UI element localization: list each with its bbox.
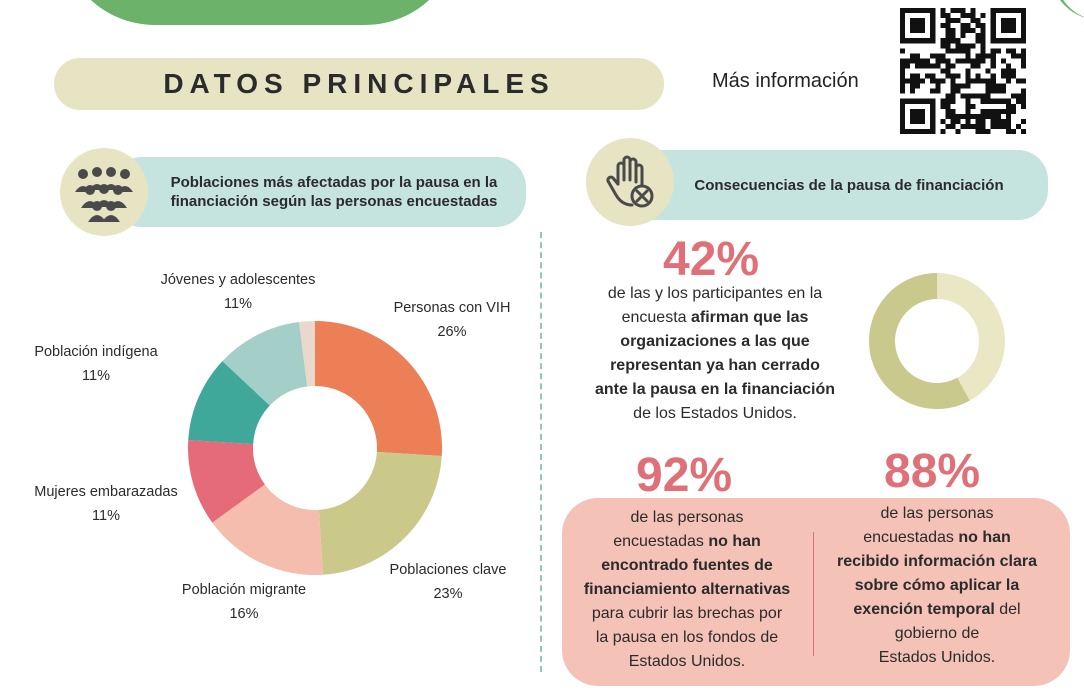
section-heading-populations bbox=[112, 157, 526, 227]
hand-x-icon bbox=[586, 138, 674, 226]
donut-slice-label: Población indígena bbox=[34, 344, 158, 360]
donut-slice-value: 11% bbox=[92, 508, 120, 524]
donut-slice-label: Mujeres embarazadas bbox=[34, 484, 178, 500]
stat-42-line bbox=[570, 378, 860, 402]
stat-42-line: de las y los participantes en la bbox=[607, 285, 823, 302]
stat-92-line: Estados Unidos. bbox=[628, 653, 746, 670]
stat-42-line-bold: representan ya han cerrado bbox=[610, 357, 820, 374]
stat-42-line-bold: afirman que las bbox=[691, 309, 809, 326]
donut-slice-value: 16% bbox=[229, 606, 259, 622]
stat-88-line: Estados Unidos. bbox=[878, 649, 996, 666]
people-group-icon bbox=[60, 148, 148, 236]
section-heading-consequences bbox=[620, 150, 1048, 220]
stat-42-line-bold: organizaciones a las que bbox=[620, 333, 810, 350]
title-banner bbox=[54, 58, 664, 110]
stat-88-line-bold: recibido información clara bbox=[836, 553, 1038, 570]
decorative-top-arc bbox=[60, 0, 460, 25]
stat-92-line: la pausa en los fondos de bbox=[595, 629, 779, 646]
stat-92-line bbox=[562, 530, 812, 554]
stat-88-line bbox=[812, 526, 1062, 550]
stat-88-text bbox=[812, 502, 1062, 670]
stat-92-line-bold: encontrado fuentes de bbox=[601, 557, 773, 574]
section-heading-populations-text: Poblaciones más afectadas por la pausa en la financiación según las personas encuestadas bbox=[170, 174, 498, 210]
stat-42-percent: 42% bbox=[663, 233, 760, 286]
stat-88-line bbox=[812, 598, 1062, 622]
stat-88-line-part: del bbox=[994, 601, 1021, 618]
stat-42-line-bold: ante la pausa en la financiación bbox=[594, 381, 836, 398]
donut-slice bbox=[315, 321, 442, 456]
donut-slice-value: 11% bbox=[224, 296, 252, 312]
stat-42-line bbox=[570, 306, 860, 330]
stat-92-line bbox=[562, 578, 812, 602]
stat-88-line-bold: sobre cómo aplicar la bbox=[854, 577, 1020, 594]
stat-88-line bbox=[812, 574, 1062, 598]
stat-88-line: gobierno de bbox=[894, 625, 980, 642]
stat-42-text bbox=[570, 282, 860, 426]
stat-88-line: de las personas bbox=[880, 505, 994, 522]
stat-92-percent: 92% bbox=[636, 449, 733, 502]
qr-code-icon[interactable] bbox=[900, 8, 1026, 134]
stat-42-line: de los Estados Unidos. bbox=[633, 405, 797, 422]
stat-42-line bbox=[570, 354, 860, 378]
ring-arc bbox=[882, 286, 963, 396]
page-title: DATOS PRINCIPALES bbox=[163, 68, 555, 99]
stat-92-line-bold: no han bbox=[708, 533, 761, 550]
stat-88-line-bold: exención temporal bbox=[853, 601, 995, 618]
stat-92-line-bold: financiamiento alternativas bbox=[583, 581, 791, 598]
donut-slice bbox=[319, 452, 442, 575]
stat-42-line-part: encuesta bbox=[621, 309, 691, 326]
stat-42-line bbox=[570, 330, 860, 354]
donut-slice-value: 26% bbox=[437, 324, 467, 340]
stat-88-line-bold: no han bbox=[958, 529, 1011, 546]
stat-92-line bbox=[562, 554, 812, 578]
stat-88-line bbox=[812, 550, 1062, 574]
donut-slice-label: Poblaciones clave bbox=[389, 562, 507, 578]
stat-92-line-part: encuestadas bbox=[613, 533, 709, 550]
donut-slice-label: Población migrante bbox=[181, 582, 307, 598]
section-divider bbox=[540, 232, 542, 672]
stat-42-ring-chart bbox=[864, 268, 1010, 414]
more-info-label: Más información bbox=[712, 70, 859, 92]
stat-92-line: para cubrir las brechas por bbox=[591, 605, 783, 622]
donut-slice-value: 11% bbox=[82, 368, 110, 384]
stat-88-percent: 88% bbox=[884, 445, 981, 498]
populations-donut-chart bbox=[0, 240, 540, 697]
stat-92-line: de las personas bbox=[630, 509, 744, 526]
donut-slice-label: Jóvenes y adolescentes bbox=[160, 272, 316, 288]
donut-slice-value: 23% bbox=[433, 586, 463, 602]
decorative-corner-arc bbox=[1050, 0, 1084, 20]
donut-slice-label: Personas con VIH bbox=[393, 300, 511, 316]
stat-88-line-part: encuestadas bbox=[863, 529, 959, 546]
stat-92-text bbox=[562, 506, 812, 674]
section-heading-consequences-text: Consecuencias de la pausa de financiación bbox=[694, 176, 1004, 194]
